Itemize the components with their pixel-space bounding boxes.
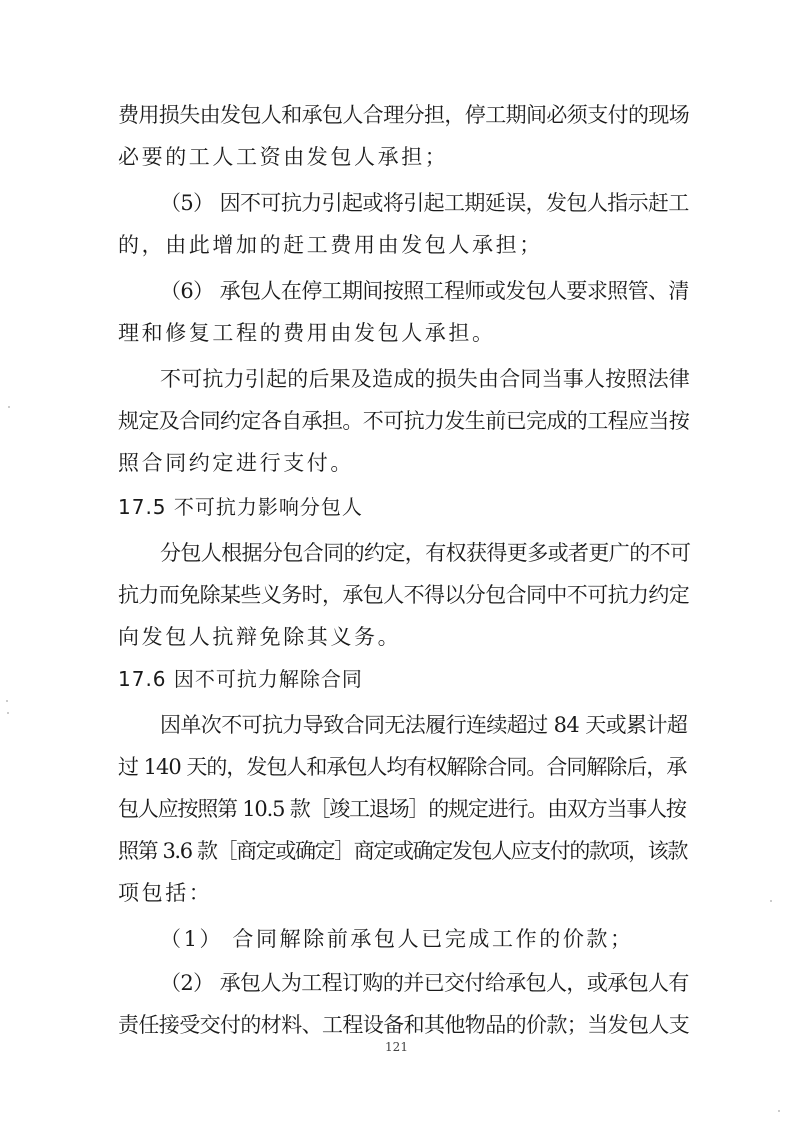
- text-line: 责任接受交付的材料、工程设备和其他物品的价款；当发包人支: [118, 1013, 690, 1037]
- list-item-1: （1） 合同解除前承包人已完成工作的价款；: [160, 927, 634, 951]
- text-line: 向发包人抗辩免除其义务。: [118, 625, 402, 649]
- scan-speck: [8, 406, 10, 408]
- scan-speck: [6, 700, 8, 702]
- scan-speck: [770, 900, 772, 902]
- text-line: 包人应按照第 10.5 款［竣工退场］的规定进行。由双方当事人按: [118, 797, 686, 821]
- text-line: 规定及合同约定各自承担。不可抗力发生前已完成的工程应当按: [118, 409, 690, 433]
- text-line: 照第 3.6 款［商定或确定］商定或确定发包人应支付的款项，该款: [118, 839, 687, 863]
- text-line: 费用损失由发包人和承包人合理分担，停工期间必须支付的现场: [118, 103, 690, 127]
- paragraph-line: 分包人根据分包合同的约定，有权获得更多或者更广的不可: [160, 541, 691, 565]
- text-line: 抗力而免除某些义务时，承包人不得以分包合同中不可抗力约定: [118, 583, 690, 607]
- list-item-2: （2） 承包人为工程订购的并已交付给承包人，或承包人有: [160, 971, 689, 995]
- paragraph-line: 不可抗力引起的后果及造成的损失由合同当事人按照法律: [160, 367, 690, 391]
- section-heading-17-5: 17.5 不可抗力影响分包人: [118, 495, 363, 519]
- text-line: 过 140 天的，发包人和承包人均有权解除合同。合同解除后，承: [118, 755, 687, 779]
- scan-speck: [7, 712, 9, 714]
- scan-speck: [778, 1110, 780, 1112]
- text-line: 的，由此增加的赶工费用由发包人承担；: [118, 233, 543, 257]
- list-item-6: （6） 承包人在停工期间按照工程师或发包人要求照管、清: [160, 279, 689, 303]
- text-line: 理和修复工程的费用由发包人承担。: [118, 321, 496, 345]
- text-line: 照合同约定进行支付。: [118, 451, 354, 475]
- paragraph-line: 因单次不可抗力导致合同无法履行连续超过 84 天或累计超: [160, 713, 688, 737]
- page-number: 121: [385, 1040, 408, 1054]
- section-heading-17-6: 17.6 因不可抗力解除合同: [118, 667, 363, 691]
- list-item-5: （5） 因不可抗力引起或将引起工期延误，发包人指示赶工: [160, 191, 689, 215]
- text-line: 项包括：: [118, 881, 213, 905]
- text-line: 必要的工人工资由发包人承担；: [118, 145, 449, 169]
